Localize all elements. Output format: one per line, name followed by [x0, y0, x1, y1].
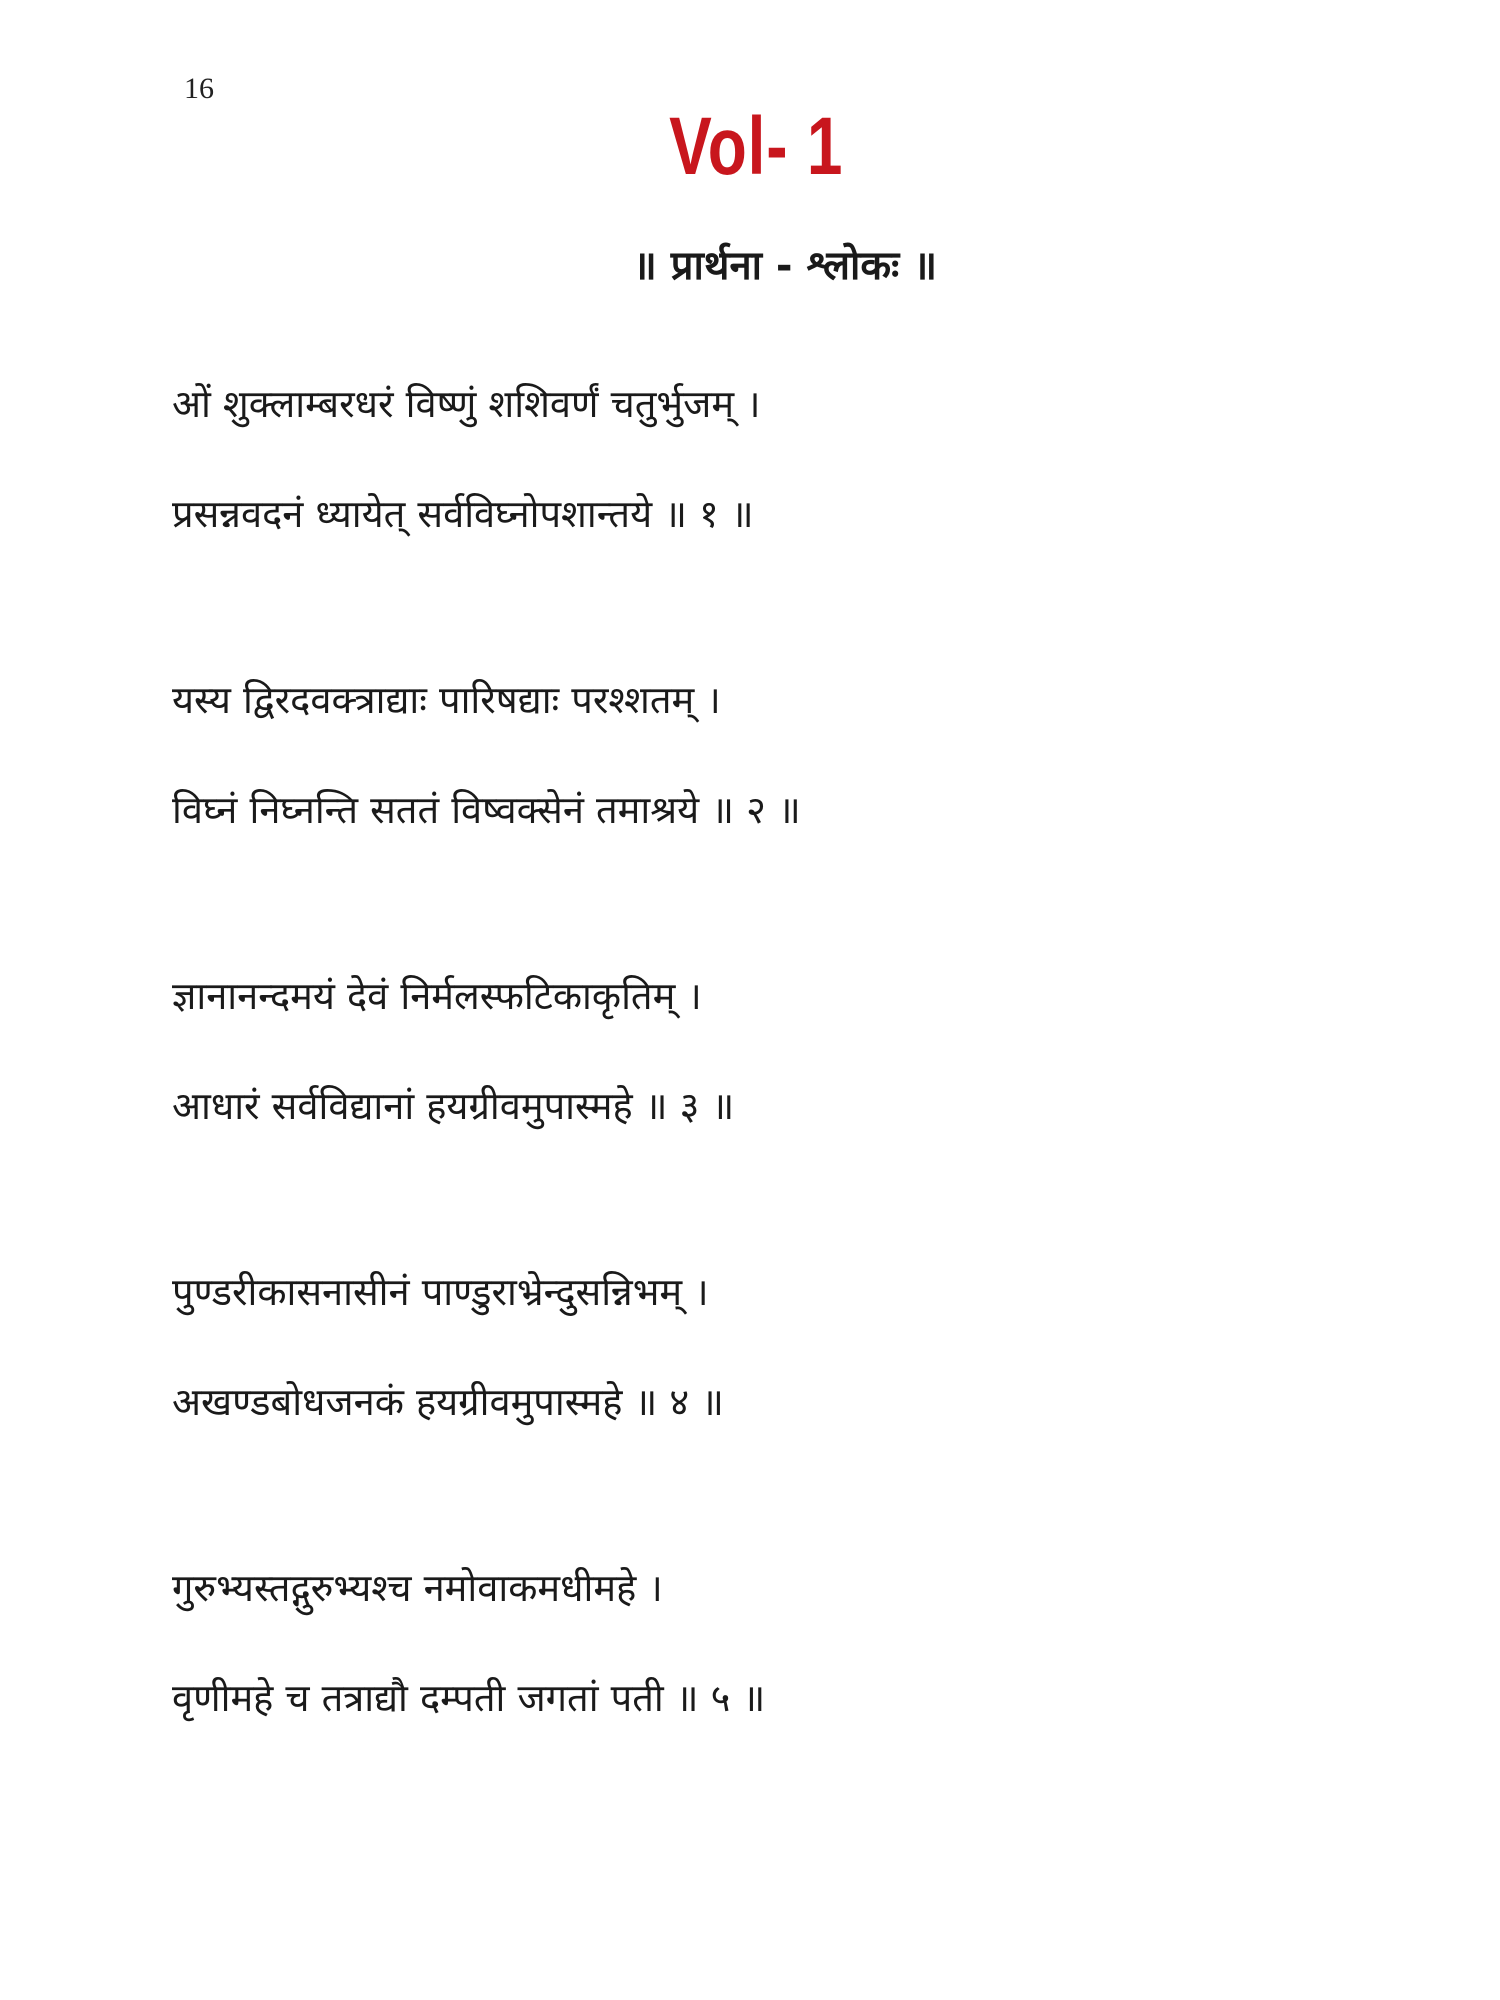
verse-list	[172, 380, 1352, 1860]
verse-5	[172, 1564, 1352, 1722]
verse-line: गुरुभ्यस्तद्गुरुभ्यश्च नमोवाकमधीमहे ।	[172, 1566, 663, 1610]
verse-line: ओं शुक्लाम्बरधरं विष्णुं शशिवर्णं चतुर्भुजम् ।	[172, 382, 761, 426]
verse-line: वृणीमहे च तत्राद्यौ दम्पती जगतां पती ॥ ५ ॥	[172, 1676, 766, 1720]
verse-2	[172, 676, 1352, 834]
verse-line: विघ्नं निघ्नन्ति सततं विष्वक्सेनं तमाश्रये ॥ २ ॥	[172, 788, 801, 832]
verse-line: ज्ञानानन्दमयं देवं निर्मलस्फटिकाकृतिम् ।	[172, 974, 702, 1018]
verse-1	[172, 380, 1352, 538]
verse-line: पुण्डरीकासनासीनं पाण्डुराभ्रेन्दुसन्निभम् ।	[172, 1270, 709, 1314]
verse-line: यस्य द्विरदवक्त्राद्याः पारिषद्याः परश्शतम् ।	[172, 678, 721, 722]
section-heading: ॥ प्रार्थना - श्लोकः ॥	[632, 243, 938, 289]
volume-title: Vol- 1	[669, 101, 844, 192]
verse-line: अखण्डबोधजनकं हयग्रीवमुपास्महे ॥ ४ ॥	[172, 1380, 724, 1424]
verse-line: प्रसन्नवदनं ध्यायेत् सर्वविघ्नोपशान्तये ॥ १ ॥	[172, 492, 754, 536]
verse-3	[172, 972, 1352, 1130]
verse-4	[172, 1268, 1352, 1426]
page-number: 16	[184, 72, 214, 105]
verse-line: आधारं सर्वविद्यानां हयग्रीवमुपास्महे ॥ ३ ॥	[172, 1084, 735, 1128]
